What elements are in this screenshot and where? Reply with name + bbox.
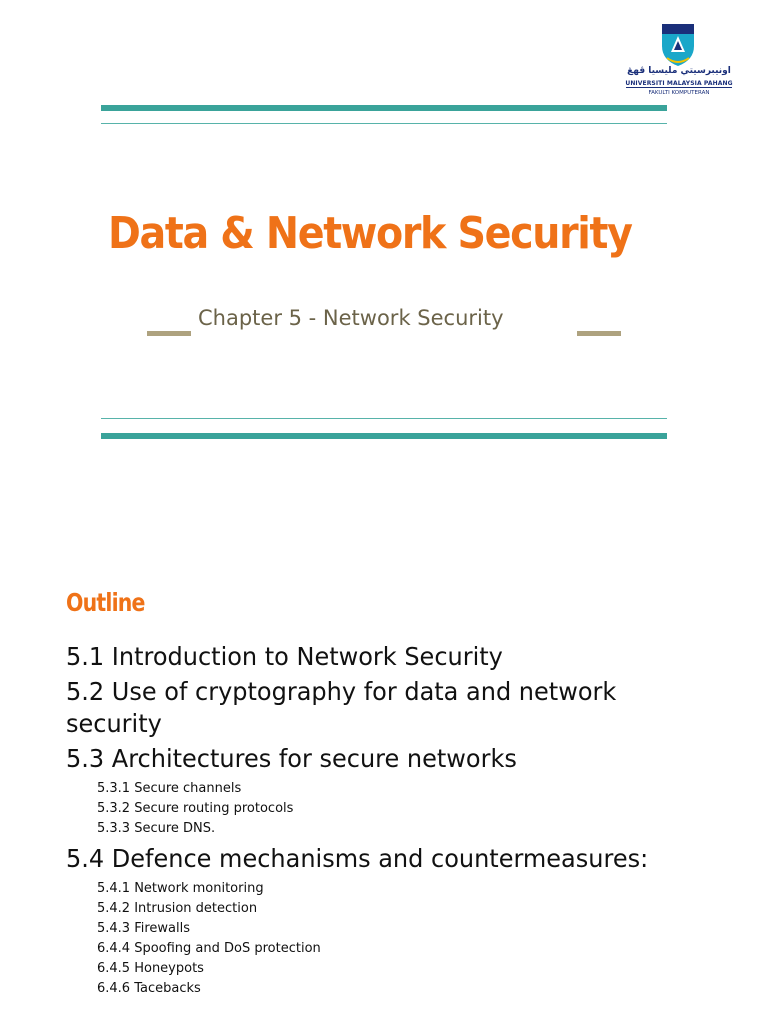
subtitle-dash-right [577, 331, 621, 336]
list-item: 6.4.6 Tacebacks [97, 981, 201, 996]
shield-icon [660, 22, 696, 68]
logo-arabic-text: اونيبرسيتي مليسيا ڤهڠ [627, 66, 731, 76]
slide-title: Data & Network Security [108, 208, 632, 259]
outline-heading: Outline [66, 588, 145, 617]
outline-subsection-list-5-4 [97, 879, 726, 999]
list-item: 5.3.1 Secure channels [97, 781, 242, 796]
list-item: 6.4.5 Honeypots [97, 961, 204, 976]
outline-section-5-4: 5.4 Defence mechanisms and countermeasures: [66, 844, 649, 873]
outline-section-5-3: 5.3 Architectures for secure networks [66, 744, 517, 773]
slide-subtitle: Chapter 5 - Network Security [198, 306, 504, 330]
subtitle-dash-left [147, 331, 191, 336]
bottom-rule-thin [101, 418, 667, 419]
list-item: 5.3.2 Secure routing protocols [97, 801, 294, 816]
logo-university-name: UNIVERSITI MALAYSIA PAHANG [625, 80, 733, 87]
outline-list [66, 638, 726, 1003]
bottom-rule-thick [101, 433, 667, 439]
top-rule-thin [101, 123, 667, 124]
top-rule-thick [101, 105, 667, 111]
university-logo [620, 22, 738, 98]
list-item: 6.4.4 Spoofing and DoS protection [97, 941, 321, 956]
list-item: 5.3.3 Secure DNS. [97, 821, 216, 836]
logo-divider [626, 87, 732, 88]
outline-subsection-list-5-3 [97, 779, 726, 839]
logo-faculty-name: FAKULTI KOMPUTERAN [648, 90, 710, 96]
list-item: 5.4.1 Network monitoring [97, 881, 264, 896]
outline-section-5-2: 5.2 Use of cryptography for data and network security [66, 677, 617, 738]
outline-section-5-1: 5.1 Introduction to Network Security [66, 642, 503, 671]
list-item: 5.4.3 Firewalls [97, 921, 191, 936]
list-item: 5.4.2 Intrusion detection [97, 901, 258, 916]
